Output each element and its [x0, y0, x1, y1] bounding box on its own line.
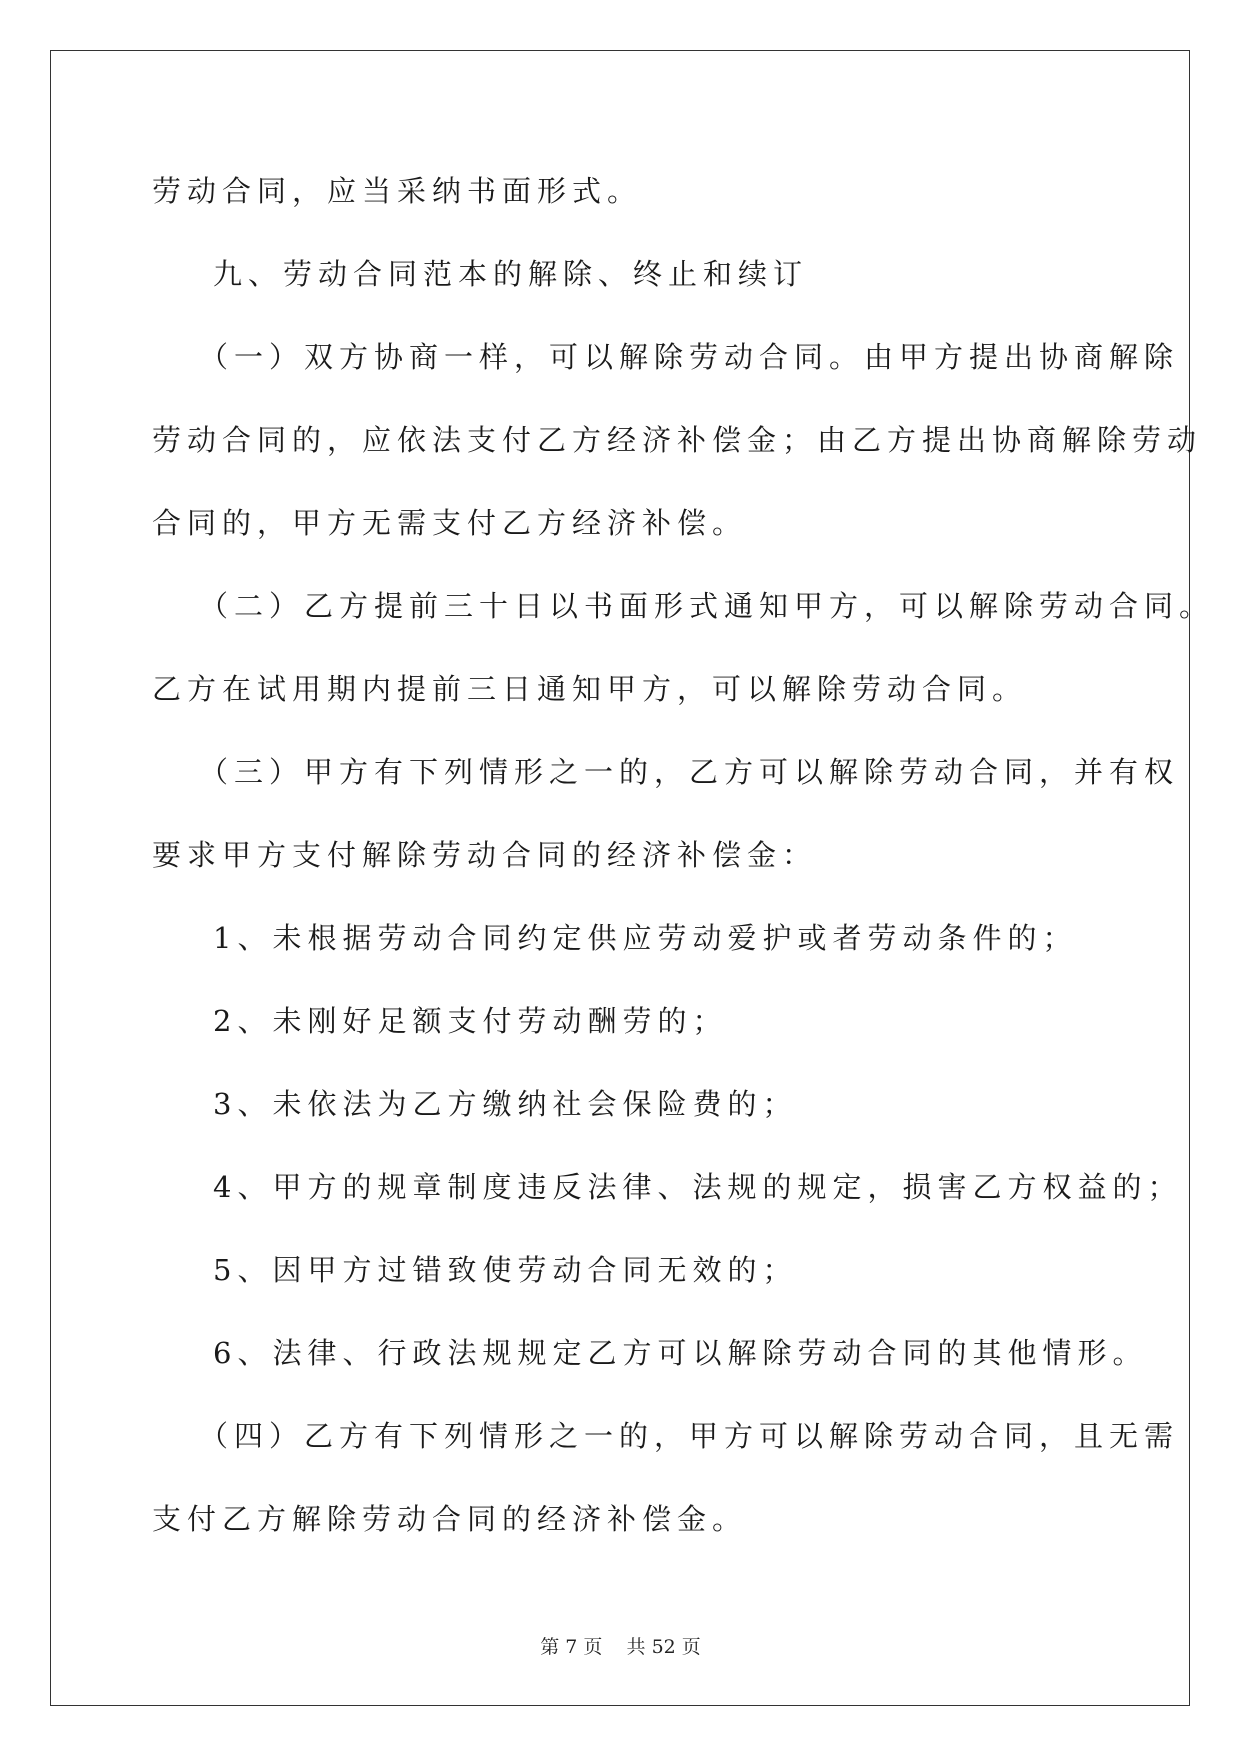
text-line: 劳动合同，应当采纳书面形式。	[152, 174, 643, 208]
text-line: 支付乙方解除劳动合同的经济补偿金。	[152, 1502, 748, 1536]
list-item: 3、未依法为乙方缴纳社会保险费的；	[213, 1087, 798, 1121]
text-line: 要求甲方支付解除劳动合同的经济补偿金：	[152, 838, 818, 872]
text-line: （三）甲方有下列情形之一的，乙方可以解除劳动合同，并有权	[199, 755, 1180, 789]
section-heading: 九、劳动合同范本的解除、终止和续订	[213, 257, 809, 291]
text-line: （一）双方协商一样，可以解除劳动合同。由甲方提出协商解除	[199, 340, 1180, 374]
text-line: （二）乙方提前三十日以书面形式通知甲方，可以解除劳动合同。	[199, 589, 1215, 623]
text-line: （四）乙方有下列情形之一的，甲方可以解除劳动合同，且无需	[199, 1419, 1180, 1453]
text-line: 劳动合同的，应依法支付乙方经济补偿金；由乙方提出协商解除劳动	[152, 423, 1203, 457]
text-line: 乙方在试用期内提前三日通知甲方，可以解除劳动合同。	[152, 672, 1028, 706]
text-line: 合同的，甲方无需支付乙方经济补偿。	[152, 506, 748, 540]
list-item: 2、未刚好足额支付劳动酬劳的；	[213, 1004, 728, 1038]
list-item: 4、甲方的规章制度违反法律、法规的规定，损害乙方权益的；	[213, 1170, 1183, 1204]
list-item: 1、未根据劳动合同约定供应劳动爱护或者劳动条件的；	[213, 921, 1078, 955]
list-item: 6、法律、行政法规规定乙方可以解除劳动合同的其他情形。	[213, 1336, 1148, 1370]
list-item: 5、因甲方过错致使劳动合同无效的；	[213, 1253, 798, 1287]
page-border	[50, 50, 1190, 1706]
page-number: 第 7 页 共 52 页	[540, 1636, 701, 1658]
